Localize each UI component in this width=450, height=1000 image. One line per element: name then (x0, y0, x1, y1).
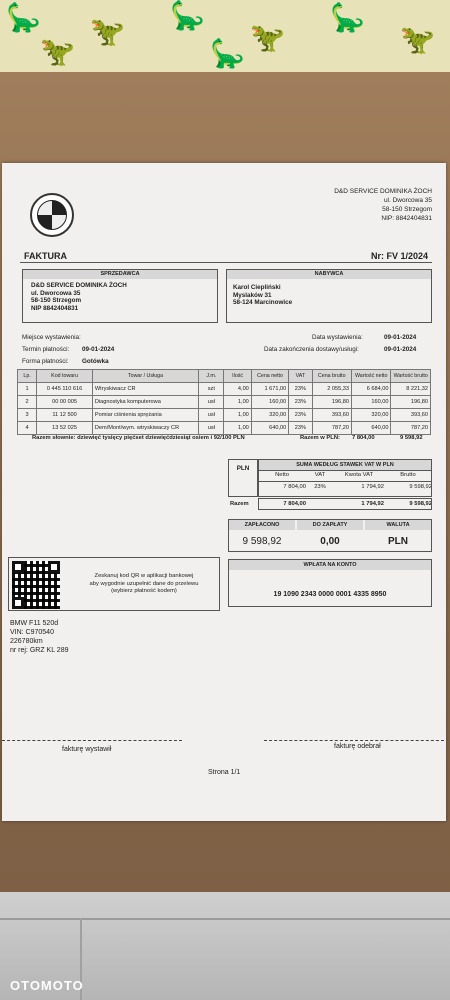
dinosaur-icon: 🦕 (6, 2, 41, 33)
seller-label: SPRZEDAWCA (23, 270, 217, 279)
cell: 1 794,92 (361, 501, 384, 507)
currency-value: PLN (388, 536, 408, 547)
company-name: D&D SERVICE DOMINIKA ŻOCH (334, 188, 432, 195)
page-number: Strona 1/1 (208, 769, 241, 776)
qr-line: (wybierz płatność kodem) (111, 588, 177, 594)
currency-label: WALUTA (365, 520, 431, 530)
table-row (18, 409, 431, 422)
cell: 1 671,00 (251, 383, 288, 396)
qr-line: aby wygodnie uzupełnić dane do przelewu (89, 580, 199, 587)
cell: Diagnostyka komputerowa (92, 396, 198, 409)
qr-line: Zeskanuj kod QR w aplikacji bankowej (94, 573, 194, 579)
cell: Dem/Mont/wym. wtryskiwaczy CR (92, 422, 198, 435)
cell: 320,00 (251, 409, 288, 422)
col-net-price: Cena netto (251, 370, 288, 383)
company-header (334, 187, 432, 223)
vehicle-line: BMW F11 520d (10, 620, 59, 627)
cell: 160,00 (352, 396, 391, 409)
delivery-label: Data zakończenia dostawy/usługi: (264, 346, 359, 353)
cell: 6 684,00 (352, 383, 391, 396)
place-label: Miejsce wystawienia: (22, 334, 81, 341)
cell: 7 804,00 (283, 484, 306, 490)
cell: 9 598,92 (409, 484, 432, 490)
vat-currency-box (228, 459, 258, 497)
col-net-value: Wartość netto (352, 370, 391, 383)
buyer-name: Karol Ciepliński (233, 284, 281, 291)
paid-value: 9 598,92 (242, 536, 282, 547)
cell: 7 804,00 (283, 501, 306, 507)
vat-summary-title: SUMA WEDŁUG STAWEK VAT W PLN (258, 459, 432, 471)
invoice-number: Nr: FV 1/2024 (370, 251, 428, 261)
dinosaur-fabric-background (0, 0, 450, 72)
col-gross-price: Cena brutto (312, 370, 351, 383)
buyer-city: 58-124 Marcinowice (233, 299, 293, 306)
cell: 787,20 (391, 422, 431, 435)
qr-instructions (74, 573, 214, 596)
company-city: 58-150 Strzegom (382, 206, 432, 213)
vat-col-gross: Brutto (400, 472, 416, 478)
vat-currency: PLN (236, 465, 250, 472)
cell: 196,80 (312, 396, 351, 409)
vat-col-net: Netto (275, 472, 289, 478)
col-unit: J.m. (199, 370, 224, 383)
items-table (17, 369, 431, 435)
cell: 1 (18, 383, 37, 396)
receiver-label: fakturę odebrał (334, 743, 381, 750)
vehicle-line: nr rej: GRZ KL 289 (10, 647, 69, 654)
total-net: 7 804,00 (352, 435, 375, 441)
items-header-row (18, 370, 431, 383)
dinosaur-icon: 🦖 (90, 16, 125, 47)
buyer-box (226, 269, 432, 323)
cell: 00 00 005 (37, 396, 93, 409)
vat-summary-box (258, 459, 432, 497)
cell: 1,00 (224, 409, 251, 422)
cell: 23% (289, 422, 312, 435)
due-amount-value: 0,00 (320, 536, 340, 547)
issue-label: Data wystawienia: (312, 334, 363, 341)
cell: szt (199, 383, 224, 396)
seller-nip: NIP 8842404831 (31, 304, 79, 312)
cell: 2 (18, 396, 37, 409)
cell: 320,00 (352, 409, 391, 422)
otomoto-watermark: OTOMOTO (10, 978, 84, 993)
paid-label: ZAPŁACONO (229, 520, 295, 530)
vat-col-amount: Kwota VAT (344, 472, 374, 478)
account-label: WPŁATA NA KONTO (229, 560, 431, 570)
cell: 23% (314, 484, 326, 490)
company-street: ul. Dworcowa 35 (383, 197, 432, 204)
cell: 11 12 500 (37, 409, 93, 422)
cell: 23% (289, 409, 312, 422)
vehicle-note (10, 619, 69, 655)
vehicle-line: 226780km (10, 638, 43, 645)
buyer-label: NABYWCA (227, 270, 431, 279)
cell: 1,00 (224, 396, 251, 409)
company-nip: NIP: 8842404831 (381, 215, 432, 222)
cell: 160,00 (251, 396, 288, 409)
col-vat: VAT (289, 370, 312, 383)
issuer-label: fakturę wystawił (62, 746, 112, 753)
delivery-value: 09-01-2024 (384, 346, 417, 353)
qr-code-icon (12, 561, 60, 609)
cell: 393,60 (391, 409, 431, 422)
col-item: Towar / Usługa (92, 370, 198, 383)
cell: 4 (18, 422, 37, 435)
table-row (18, 383, 431, 396)
buyer-street: Myslaków 31 (233, 291, 272, 299)
vat-total-label: Razem (230, 501, 249, 507)
signature-line-issuer (2, 740, 182, 741)
cell: Wtryskiwacz CR (92, 383, 198, 396)
total-gross: 9 598,92 (400, 435, 423, 441)
due-value: 09-01-2024 (82, 346, 115, 353)
total-label: Razem w PLN: (300, 435, 340, 441)
dinosaur-icon: 🦖 (40, 36, 75, 67)
dinosaur-icon: 🦕 (170, 0, 205, 31)
cell: 4,00 (224, 383, 251, 396)
dinosaur-icon: 🦕 (210, 38, 245, 69)
title-rule (20, 262, 432, 263)
cell: 23% (289, 383, 312, 396)
cell: 393,60 (312, 409, 351, 422)
signature-line-receiver (264, 740, 444, 741)
cell: Pomiar ciśnienia sprężania (92, 409, 198, 422)
cell: 2 055,33 (312, 383, 351, 396)
vehicle-line: VIN: C970540 (10, 629, 54, 636)
payment-value: Gotówka (82, 358, 109, 365)
issue-value: 09-01-2024 (384, 334, 417, 341)
dinosaur-icon: 🦖 (250, 22, 285, 53)
cell: 9 598,92 (409, 501, 432, 507)
col-gross-value: Wartość brutto (391, 370, 431, 383)
account-number: 19 1090 2343 0000 0001 4335 8950 (273, 591, 387, 598)
seller-street: ul. Dworcowa 35 (31, 289, 81, 297)
cell: 640,00 (251, 422, 288, 435)
cell: 787,20 (312, 422, 351, 435)
cell: 1,00 (224, 422, 251, 435)
due-label: Termin płatności: (22, 346, 70, 353)
vat-col-rate: VAT (314, 472, 326, 478)
cell: 13 52 025 (37, 422, 93, 435)
amount-in-words: Razem słownie: dziewięć tysięcy pięćset dziewięćdziesiąt osiem i 92/100 PLN (32, 435, 245, 441)
table-row (18, 422, 431, 435)
col-code: Kod towaru (37, 370, 93, 383)
cell: 8 221,32 (391, 383, 431, 396)
table-row (18, 396, 431, 409)
dinosaur-icon: 🦖 (400, 24, 435, 55)
cell: 0 445 110 616 (37, 383, 93, 396)
bmw-style-logo (30, 193, 74, 237)
due-amount-label: DO ZAPŁATY (297, 520, 363, 530)
seller-name: D&D SERVICE DOMINIKA ŻOCH (31, 282, 127, 289)
vat-total-box (258, 498, 432, 510)
seller-city: 58-150 Strzegom (31, 297, 82, 304)
invoice-document (2, 163, 446, 821)
payment-label: Forma płatności: (22, 358, 69, 365)
cell: 1 794,92 (361, 484, 384, 490)
cell: 3 (18, 409, 37, 422)
col-qty: Ilość (224, 370, 251, 383)
col-lp: Lp. (18, 370, 37, 383)
cell: usł (199, 396, 224, 409)
floor-seam (0, 918, 450, 920)
cell: usł (199, 409, 224, 422)
document-title: FAKTURA (24, 251, 67, 261)
cell: 196,80 (391, 396, 431, 409)
dinosaur-icon: 🦕 (330, 2, 365, 33)
seller-box (22, 269, 218, 323)
cell: 23% (289, 396, 312, 409)
cell: usł (199, 422, 224, 435)
cell: 640,00 (352, 422, 391, 435)
